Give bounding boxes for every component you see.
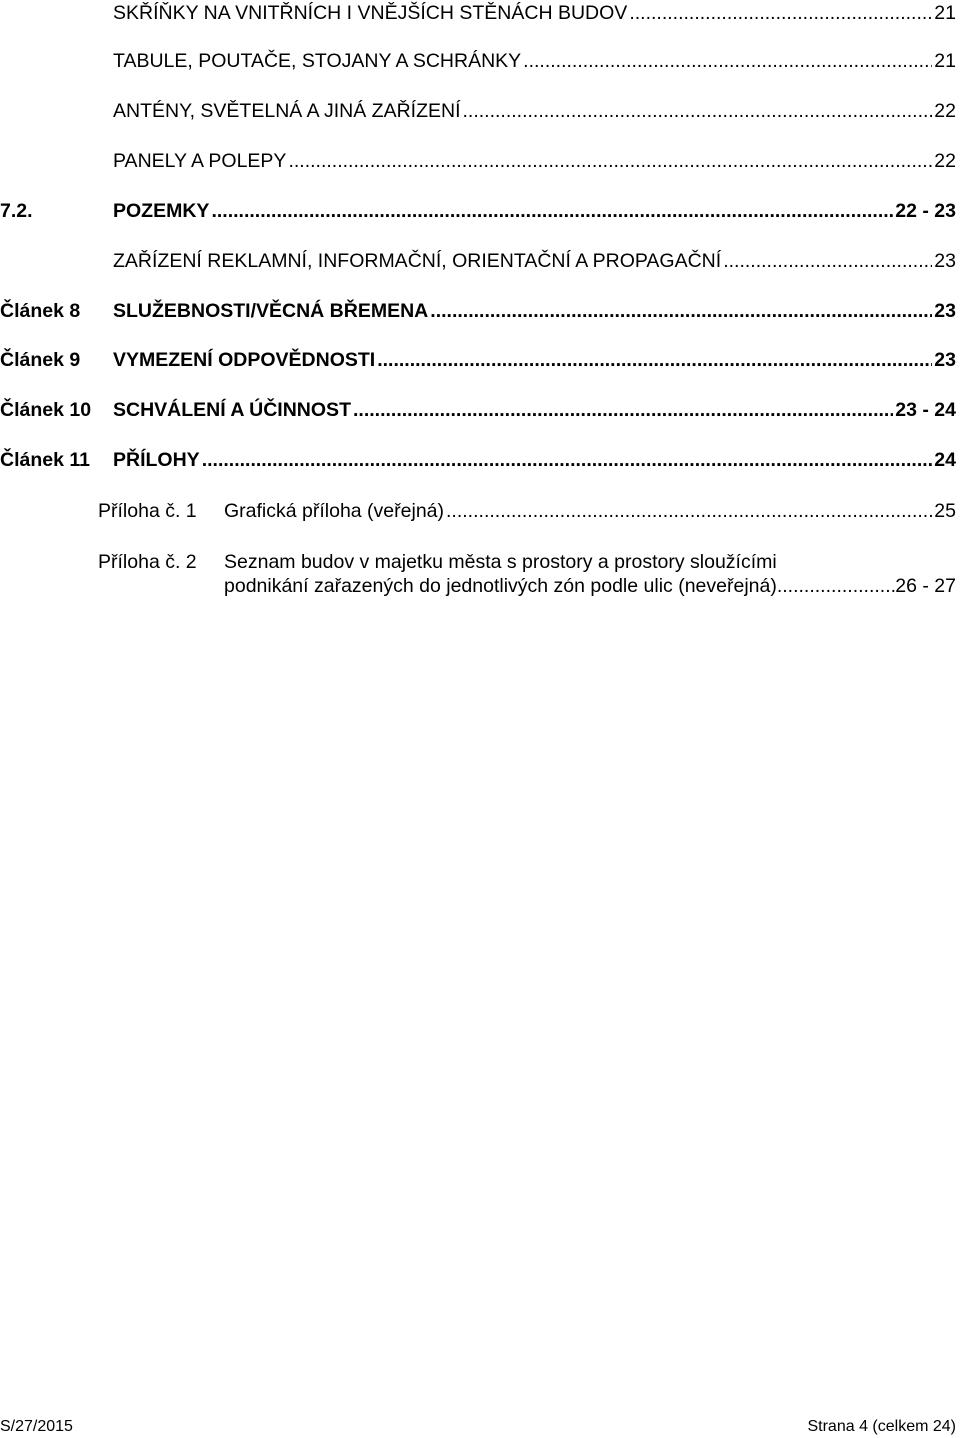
toc-entry-number: Příloha č. 2 — [98, 551, 197, 573]
toc-entry-link[interactable] — [113, 296, 956, 326]
dot-leader — [463, 96, 933, 126]
toc-entry-link[interactable] — [113, 196, 956, 226]
dot-leader — [202, 445, 933, 475]
toc-entry-link[interactable] — [113, 445, 956, 475]
toc-entry-page: 22 - 23 — [895, 200, 956, 222]
toc-entry-page: 22 — [934, 150, 956, 172]
toc-entry-title-line2: podnikání zařazených do jednotlivých zón podle ulic (neveřejná) — [224, 575, 777, 597]
toc-article-entry — [0, 296, 960, 326]
toc-entry-title: ZAŘÍZENÍ REKLAMNÍ, INFORMAČNÍ, ORIENTAČNÍ A PROPAGAČNÍ — [113, 250, 722, 272]
toc-entry — [0, 246, 960, 276]
dot-leader — [723, 246, 932, 276]
toc-entry-number: Článek 8 — [0, 300, 81, 322]
toc-entry-title: SCHVÁLENÍ A ÚČINNOST — [113, 399, 351, 421]
toc-entry-page: 24 — [934, 449, 956, 471]
toc-entry — [0, 0, 960, 28]
toc-entry-page: 23 - 24 — [895, 399, 956, 421]
toc-entry — [0, 146, 960, 176]
document-reference: S/27/2015 — [0, 1418, 73, 1435]
toc-entry-link[interactable] — [113, 96, 956, 126]
toc-entry-title: VYMEZENÍ ODPOVĚDNOSTI — [113, 349, 376, 371]
toc-entry-link[interactable] — [113, 0, 956, 28]
toc-article-entry — [0, 445, 960, 475]
toc-entry-page: 22 — [934, 100, 956, 122]
toc-entry-number: Článek 9 — [0, 349, 81, 371]
toc-entry-link[interactable] — [224, 496, 956, 526]
toc-entry-number: Příloha č. 1 — [98, 500, 197, 522]
dot-leader — [377, 345, 932, 375]
toc-entry-title: SLUŽEBNOSTI/VĚCNÁ BŘEMENA — [113, 300, 429, 322]
toc-entry-link[interactable] — [113, 395, 956, 425]
toc-entry-link[interactable] — [113, 46, 956, 76]
toc-entry-page: 21 — [934, 2, 956, 24]
page-number: Strana 4 (celkem 24) — [807, 1418, 956, 1435]
toc-entry-title: PŘÍLOHY — [113, 449, 200, 471]
toc-entry-number: Článek 10 — [0, 399, 92, 421]
dot-leader — [629, 0, 932, 28]
toc-entry-page: 26 - 27 — [895, 575, 956, 597]
toc-attachment-entry — [0, 496, 960, 526]
toc-article-entry — [0, 395, 960, 425]
toc-entry-link[interactable] — [113, 146, 956, 176]
page-footer — [0, 1417, 960, 1437]
toc-entry — [0, 46, 960, 76]
toc-entry-link[interactable] — [113, 345, 956, 375]
toc-section-entry — [0, 196, 960, 226]
toc-article-entry — [0, 345, 960, 375]
dot-leader — [288, 146, 932, 176]
toc-entry-page: 25 — [934, 500, 956, 522]
toc-entry-title: PANELY A POLEPY — [113, 150, 287, 172]
toc-entry-link[interactable] — [113, 246, 956, 276]
toc-entry-number: 7.2. — [0, 200, 33, 222]
dot-leader — [523, 46, 932, 76]
toc-entry — [0, 96, 960, 126]
toc-entry-title: POZEMKY — [113, 200, 210, 222]
dot-leader — [211, 196, 893, 226]
toc-entry-title: Grafická příloha (veřejná) — [224, 500, 445, 522]
toc-entry-page: 21 — [934, 50, 956, 72]
toc-entry-link[interactable] — [224, 573, 956, 599]
dot-leader — [777, 573, 895, 599]
toc-entry-title: SKŘÍŇKY NA VNITŘNÍCH I VNĚJŠÍCH STĚNÁCH BUDOV — [113, 2, 628, 24]
toc-entry-page: 23 — [934, 300, 956, 322]
toc-entry-title: ANTÉNY, SVĚTELNÁ A JINÁ ZAŘÍZENÍ — [113, 100, 461, 122]
toc-entry-page: 23 — [934, 349, 956, 371]
toc-entry-title-line1[interactable]: Seznam budov v majetku města s prostory a prostory sloužícími — [224, 551, 777, 573]
toc-entry-page: 23 — [934, 250, 956, 272]
toc-entry-number: Článek 11 — [0, 449, 90, 471]
dot-leader — [353, 395, 893, 425]
toc-entry-title: TABULE, POUTAČE, STOJANY A SCHRÁNKY — [113, 50, 522, 72]
dot-leader — [446, 496, 932, 526]
dot-leader — [430, 296, 932, 326]
